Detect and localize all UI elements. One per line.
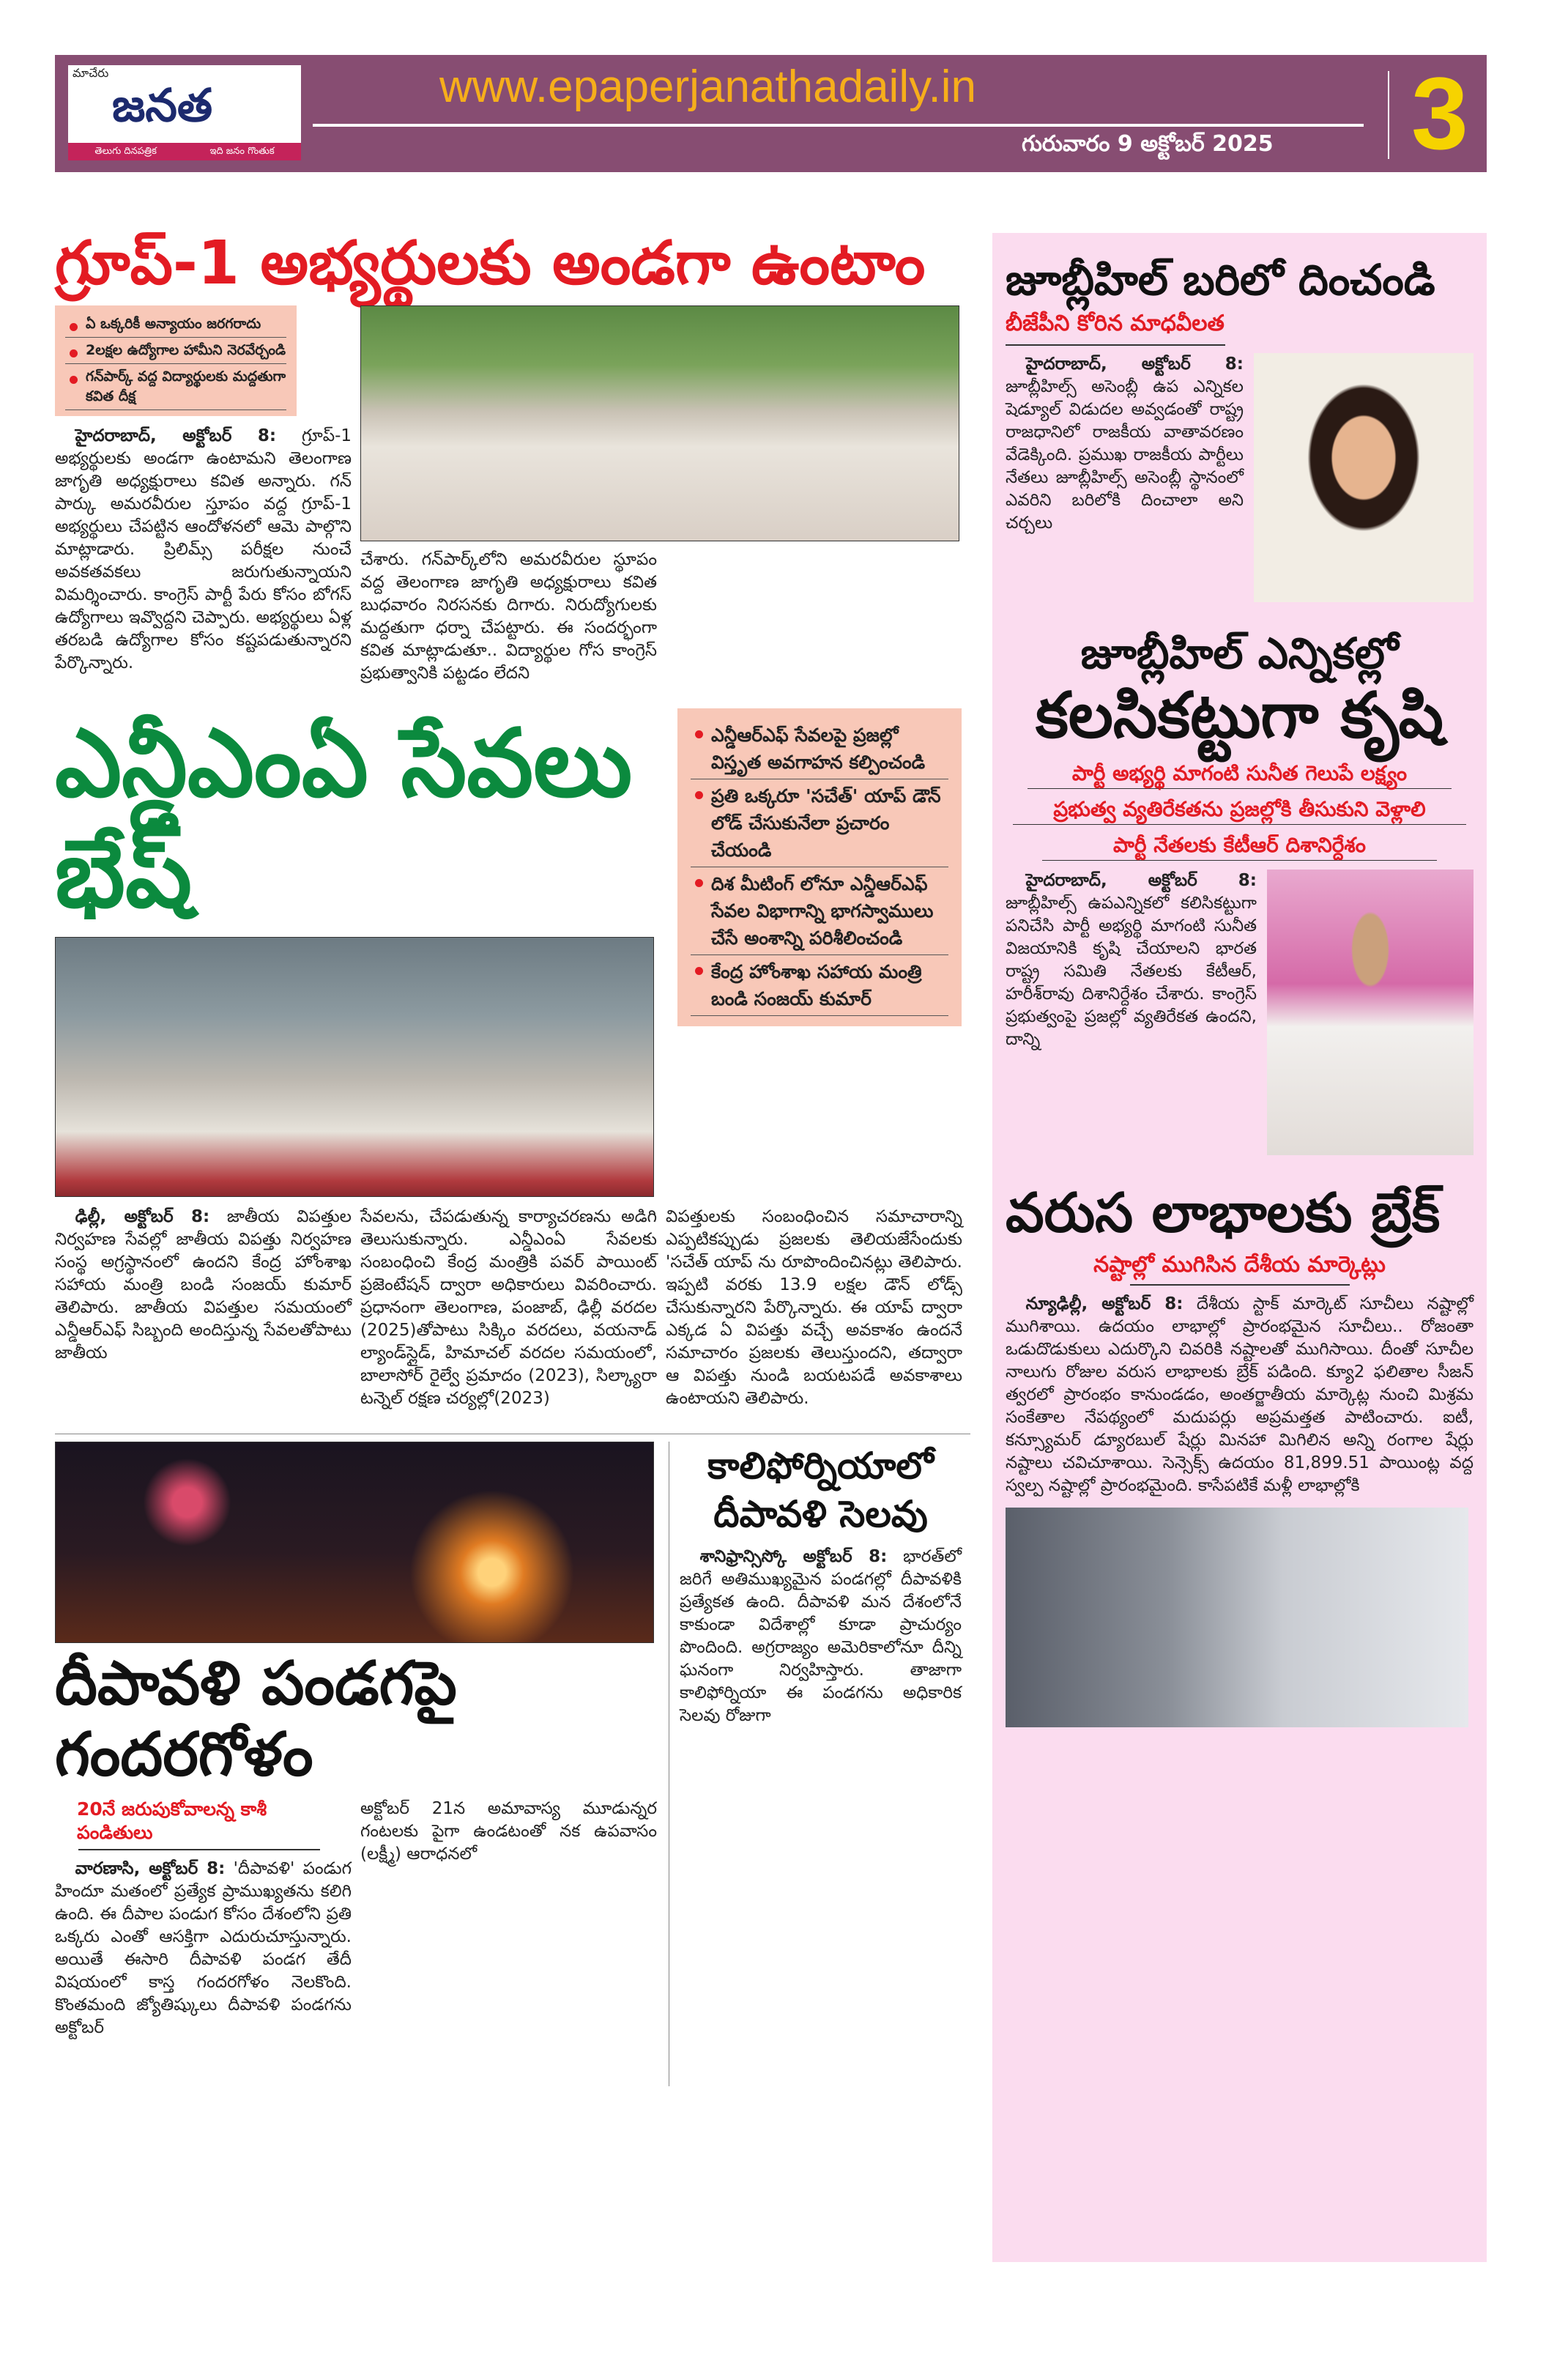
ndma-story [55, 708, 970, 1415]
article-text: అక్టోబర్ 21న అమావాస్య మూడున్నర గంటలకు పైగా ఉండటంతో నక ఉపవాసం (లక్ష్మీ) ఆరాధనలో [360, 1799, 657, 1864]
ndma-highlights [677, 708, 962, 1026]
dateline: న్యూఢిల్లీ, అక్టోబర్ 8: [1025, 1294, 1183, 1313]
group1-right-column [360, 305, 959, 689]
highlight-item: గన్‌పార్క్ వద్ద విద్యార్థులకు మద్దతుగా కవిత దీక్ష [65, 364, 286, 410]
dateline: వారణాసి, అక్టోబర్ 8: [75, 1859, 226, 1879]
article-text: గ్రూప్-1 అభ్యర్థులకు అండగా ఉంటామని తెలంగాణ జాగృతి అధ్యక్షురాలు కవిత అన్నారు. గన్ పార్కు అమరవీరుల స్తూపం వద్ద గ్రూప్-1 అభ్యర్థులు చేపట్టిన ఆందోళనలో ఆమె పాల్గొని మాట్లాడారు. ప్రిలిమ్స్ పరీక్షల నుంచే అవకతవకలు జరుగుతున్నాయని విమర్శించారు. కాంగ్రెస్ పార్టీ పేరు కోసం బోగస్ ఉద్యోగాలు ఇవ్వొద్దని చెప్పారు. అభ్యర్థులు ఏళ్ల తరబడి ఉద్యోగాల కోసం కష్టపడుతున్నారని పేర్కొన్నారు. [55, 426, 352, 672]
stock-market-trader-photo [1006, 1508, 1468, 1727]
highlight-item: ప్రతి ఒక్కరూ 'సచేత్' యాప్ డౌన్ లోడ్ చేసుకునేలా ప్రచారం చేయండి [691, 779, 948, 867]
article-text: భారత్‌లో జరిగే అతిముఖ్యమైన పండగల్లో దీపావళికి ప్రత్యేకత ఉంది. దీపావళి మన దేశంలోనే కాకుండా విదేశాల్లో కూడా ప్రాచుర్యం పొందింది. అగ్రరాజ్యం అమెరికాలోనూ దీన్ని ఘనంగా నిర్వహిస్తారు. తాజాగా కాలిఫోర్నియా ఈ పండగను అధికారిక సెలవు రోజుగా [680, 1546, 962, 1725]
jubilee-bjp-headline[interactable]: జూబ్లీహిల్ బరిలో దించండి [1006, 255, 1435, 305]
highlight-item: దిశ మీటింగ్ లోనూ ఎన్డీఆర్ఎఫ్ సేవల విభాగాన్ని భాగస్వాములు చేసే అంశాన్ని పరిశీలించండి [691, 867, 948, 955]
divider [1130, 1284, 1350, 1286]
diwali-body-col2 [360, 1798, 657, 1870]
markets-subhead: నష్టాల్లో ముగిసిన దేశీయ మార్కెట్లు [1093, 1251, 1386, 1278]
group1-headline[interactable]: గ్రూప్-1 అభ్యర్థులకు అండగా ఉంటాం [55, 229, 926, 298]
site-url[interactable]: www.epaperjanathadaily.in [439, 62, 976, 112]
logo-left-tag: తెలుగు దినపత్రిక [94, 146, 157, 157]
diwali-left-column [55, 1798, 352, 2044]
ndma-top [55, 708, 970, 1197]
dateline: హైదరాబాద్, అక్టోబర్ 8: [75, 426, 277, 445]
newspaper-logo[interactable] [68, 65, 301, 160]
highlight-item: ఏ ఒక్కరికీ అన్యాయం జరగరాదు [65, 311, 286, 338]
subline: ప్రభుత్వ వ్యతిరేకతను ప్రజల్లోకి తీసుకుని వెళ్లాలి [1013, 795, 1466, 825]
article-text: జూబ్లీహిల్స్ ఉపఎన్నికలో కలిసికట్టుగా పనిచేసి పార్టీ అభ్యర్థి మాగంటి సునీత విజయానికి కృషి చేయాలని భారత రాష్ట్ర సమితి నేతలకు కేటీఆర్, హరీశ్‌రావు దిశానిర్దేశం చేశారు. కాంగ్రెస్ ప్రభుత్వంపై ప్రజల్లో వ్యతిరేకత ఉందని, దాన్ని [1006, 894, 1257, 1050]
ndma-body-col1 [55, 1206, 352, 1369]
ndma-group-photo [55, 937, 654, 1197]
highlight-item: కేంద్ర హోంశాఖ సహాయ మంత్రి బండి సంజయ్ కుమార్ [691, 955, 948, 1016]
highlight-item: ఎన్డీఆర్ఎఫ్ సేవలపై ప్రజల్లో విస్తృత అవగాహన కల్పించండి [691, 719, 948, 779]
jubilee-bjp-subhead: బీజేపీని కోరిన మాధవీలత [1006, 311, 1225, 337]
group1-story [55, 229, 970, 689]
highlight-item: 2లక్షల ఉద్యోగాల హామీని నెరవేర్చండి [65, 338, 286, 364]
article-text: సేవలను, చేపడుతున్న కార్యాచరణను అడిగి తెలుసుకున్నారు. ఎన్డీఎంఏ సేవలకు సంబంధించి కేంద్ర మంత్రికి పవర్ పాయింట్ ప్రజెంటేషన్ ద్వారా అధికారులు వివరించారు. ప్రధానంగా తెలంగాణ, పంజాబ్, ఢిల్లీ వరదల (2025)తోపాటు సిక్కిం వరదలు, వయనాడ్ ల్యాండ్‌స్లైడ్, హిమాచల్ వరదల సమయంలో, బాలాసోర్ రైల్వే ప్రమాదం (2023), సిల్క్యారా టన్నెల్ రక్షణ చర్యల్లో(2023) [360, 1206, 657, 1408]
diwali-subhead: 20నే జరుపుకోవాలన్న కాశీ పండితులు [77, 1798, 267, 1844]
article-text: జాతీయ విపత్తుల నిర్వహణ సేవల్లో జాతీయ విపత్తు నిర్వహణ సంస్థ అగ్రస్థానంలో ఉందని కేంద్ర హోంశాఖ సహాయ మంత్రి బండి సంజయ్ కుమార్ తెలిపారు. జాతీయ విపత్తుల సమయంలో ఎన్డీఆర్ఎఫ్ సిబ్బంది అందిస్తున్న సేవలతోపాటు జాతీయ [55, 1206, 352, 1363]
ndma-left [55, 708, 663, 1197]
ndma-body [55, 1206, 970, 1415]
diwali-headline[interactable]: దీపావళి పండగపై గందరగోళం [55, 1648, 457, 1790]
jubilee-brs-sublines [1006, 759, 1474, 861]
california-body [680, 1546, 962, 1727]
jubilee-bjp-story [1006, 255, 1474, 609]
markets-body [1006, 1293, 1474, 1497]
logo-right-tag: ఇది జనం గొంతుక [209, 146, 275, 157]
article-text: 'దీపావళి' పండుగ హిందూ మతంలో ప్రత్యేక ప్రాముఖ్యతను కలిగి ఉంది. ఈ దీపాల పండుగ కోసం దేశంలోని ప్రతి ఒక్కరు ఎంతో ఆసక్తిగా ఎదురుచూస్తున్నారు. అయితే ఈసారి దీపావళి పండగ తేదీ విషయంలో కాస్త గందరగోళం నెలకొంది. కొంతమంది జ్యోతిష్కులు దీపావళి పండగను అక్టోబర్ [55, 1859, 352, 2038]
ndma-body-col2 [360, 1206, 657, 1415]
madhavi-latha-photo [1254, 353, 1474, 602]
diwali-body [55, 1798, 663, 2044]
ktr-photo [1267, 870, 1474, 1155]
subline: పార్టీ నేతలకు కేటీఆర్ దిశానిర్దేశం [1042, 831, 1437, 861]
markets-story [1006, 1182, 1474, 1727]
ndma-body-col3 [666, 1206, 962, 1415]
article-text: విపత్తులకు సంబంధించిన సమాచారాన్ని ఎప్పటికప్పుడు ప్రజలకు తెలియజేసేందుకు 'సచేత్ యాప్ ను రూపొందించినట్లు తెలిపారు. ఇప్పటి వరకు 13.9 లక్షల డౌన్ లోడ్స్ చేసుకున్నారని పేర్కొన్నారు. ఈ యాప్ ద్వారా ఎక్కడ ఏ విపత్తు వచ్చే అవకాశం ఉందనే సమాచారం ప్రజలకు తెలుస్తుందని, తద్వారా ఆ విపత్తు నుండి బయటపడే అవకాశాలు ఉంటాయని తెలిపారు. [666, 1206, 962, 1408]
masthead [55, 55, 1487, 172]
diwali-story [55, 1442, 663, 2044]
jubilee-brs-headline-line1[interactable]: జూబ్లీహిల్ ఎన్నికల్లో [1080, 629, 1399, 679]
left-news-region [55, 229, 970, 2086]
right-feature-panel [992, 233, 1487, 2262]
california-headline[interactable]: కాలిఫోర్నియాలో దీపావళి సెలవు [707, 1444, 934, 1535]
article-text: చేశారు. గన్‌పార్క్‌లోని అమరవీరుల స్థూపం వద్ద తెలంగాణ జాగృతి అధ్యక్షురాలు కవిత బుధవారం నిరసనకు దిగారు. నిరుద్యోగులకు మద్దతుగా ధర్నా చేపట్టారు. ఈ సందర్భంగా కవిత మాట్లాడుతూ.. విద్యార్థుల గోస కాంగ్రెస్ ప్రభుత్వానికి పట్టడం లేదని [360, 549, 657, 683]
group1-body-col1 [55, 425, 352, 675]
issue-date: గురువారం 9 అక్టోబర్ 2025 [1022, 131, 1274, 157]
dateline: శానిఫ్రాన్సిస్కో అక్టోబర్ 8: [699, 1546, 888, 1566]
diwali-body-col1 [55, 1858, 352, 2039]
bottom-stories [55, 1434, 970, 2086]
group1-content [55, 305, 970, 689]
group1-body-col2 [360, 549, 657, 685]
divider [1006, 344, 1225, 346]
group1-protest-photo [360, 305, 959, 541]
divider [78, 1849, 320, 1850]
page-number: 3 [1411, 56, 1468, 171]
subline: పార్టీ అభ్యర్థి మాగంటి సునీత గెలుపే లక్ష్యం [1028, 759, 1452, 789]
article-text: జూబ్లీహిల్స్ అసెంబ్లీ ఉప ఎన్నికల షెడ్యూల్ విడుదల అవ్వడంతో రాష్ట్ర రాజధానిలో రాజకీయ వాతావరణం వేడెక్కింది. ప్రముఖ రాజకీయ పార్టీలు నేతలు జూబ్లీహిల్స్ అసెంబ్లీ స్థానంలో ఎవరిని బరిలోకి దించాలా అని చర్చలు [1006, 377, 1244, 533]
jubilee-brs-headline-line2[interactable]: కలసికట్టుగా కృషి [1035, 678, 1444, 752]
ndma-headline[interactable]: ఎన్డీఎంఏ సేవలు భేష్ [55, 708, 633, 929]
markets-headline[interactable]: వరుస లాభాలకు బ్రేక్ [1006, 1182, 1441, 1245]
divider [1388, 71, 1389, 159]
logo-strip [68, 143, 301, 160]
california-story [669, 1442, 962, 2086]
dateline: హైదరాబాద్, అక్టోబర్ 8: [1025, 355, 1244, 374]
group1-left-column [55, 305, 352, 679]
diwali-photo [55, 1442, 654, 1643]
logo-tagline: మాచేరు [73, 66, 109, 80]
divider [313, 124, 1364, 127]
jubilee-brs-story [1006, 629, 1474, 1163]
dateline: ఢిల్లీ, అక్టోబర్ 8: [75, 1206, 210, 1226]
dateline: హైదరాబాద్, అక్టోబర్ 8: [1025, 871, 1257, 891]
article-text: దేశీయ స్టాక్ మార్కెట్ సూచీలు నష్టాల్లో ముగిశాయి. ఉదయం లాభాల్లో ప్రారంభమైన సూచీలు.. రోజంతా ఒడుదొడుకులు ఎదుర్కొని చివరికి నష్టాలతో ముగిసాయి. దీంతో సూచీల నాలుగు రోజుల వరుస లాభాలకు బ్రేక్ పడింది. క్యూ2 ఫలితాల సీజన్ త్వరలో ప్రారంభం కానుండడం, అంతర్జాతీయ మార్కెట్ల నుంచి మిశ్రమ సంకేతాల నేపథ్యంలో మదుపర్లు అప్రమత్తత పాటించారు. ఐటీ, కన్స్యూమర్ డ్యూరబుల్ షేర్లు మినహా మిగిలిన అన్ని రంగాల షేర్లు నష్టాలు చవిచూశాయి. సెన్సెక్స్ ఉదయం 81,899.51 పాయింట్ల వద్ద స్వల్ప నష్టాల్లో ప్రారంభమైంది. కాసేపటికే మళ్లీ లాభాల్లోకి [1006, 1294, 1474, 1495]
group1-highlights [55, 305, 297, 416]
logo-name: జనత [112, 78, 213, 132]
